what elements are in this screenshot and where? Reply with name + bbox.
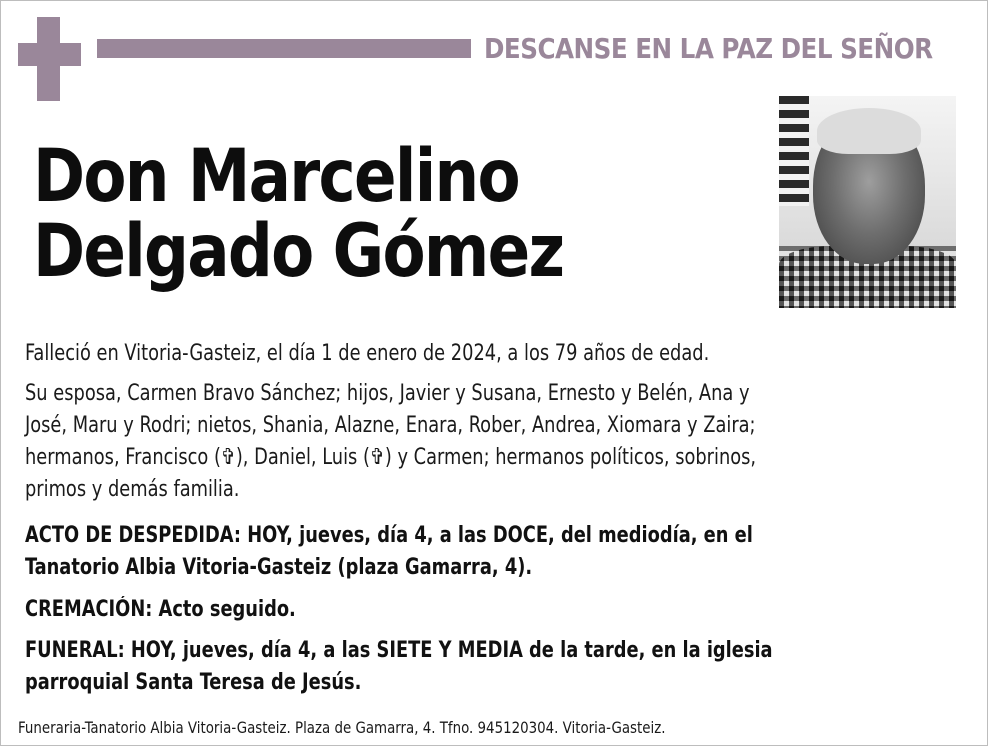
cross-icon [18,17,81,101]
farewell-paragraph [25,520,871,584]
header-title: DESCANSE EN LA PAZ DEL SEÑOR [484,32,933,65]
header-bar [97,39,471,58]
deceased-name-line2: Delgado Gómez [33,209,564,294]
family-line: hermanos, Francisco (✞), Daniel, Luis (✞) y Carmen; hermanos políticos, sobrinos, [25,445,757,470]
death-notice: Falleció en Vitoria-Gasteiz, el día 1 de enero de 2024, a los 79 años de edad. [25,341,710,366]
portrait-photo [779,96,956,308]
farewell-line: Tanatorio Albia Vitoria-Gasteiz (plaza Gamarra, 4). [25,555,533,580]
family-line: José, Maru y Rodri; nietos, Shania, Alazne, Enara, Rober, Andrea, Xiomara y Zaira; [25,413,756,438]
farewell-line: ACTO DE DESPEDIDA: HOY, jueves, día 4, a las DOCE, del mediodía, en el [25,523,753,548]
funeral-line: parroquial Santa Teresa de Jesús. [25,670,362,695]
family-line: Su esposa, Carmen Bravo Sánchez; hijos, Javier y Susana, Ernesto y Belén, Ana y [25,381,750,406]
deceased-name-line1: Don Marcelino [33,134,519,219]
family-paragraph [25,378,871,506]
funeral-paragraph [25,635,871,699]
funeral-line: FUNERAL: HOY, jueves, día 4, a las SIETE Y MEDIA de la tarde, en la iglesia [25,638,773,663]
funeral-home-footer: Funeraria-Tanatorio Albia Vitoria-Gasteiz. Plaza de Gamarra, 4. Tfno. 945120304. Vitoria-Gasteiz. [18,718,666,737]
cremation-paragraph: CREMACIÓN: Acto seguido. [25,597,296,622]
family-line: primos y demás familia. [25,477,240,502]
